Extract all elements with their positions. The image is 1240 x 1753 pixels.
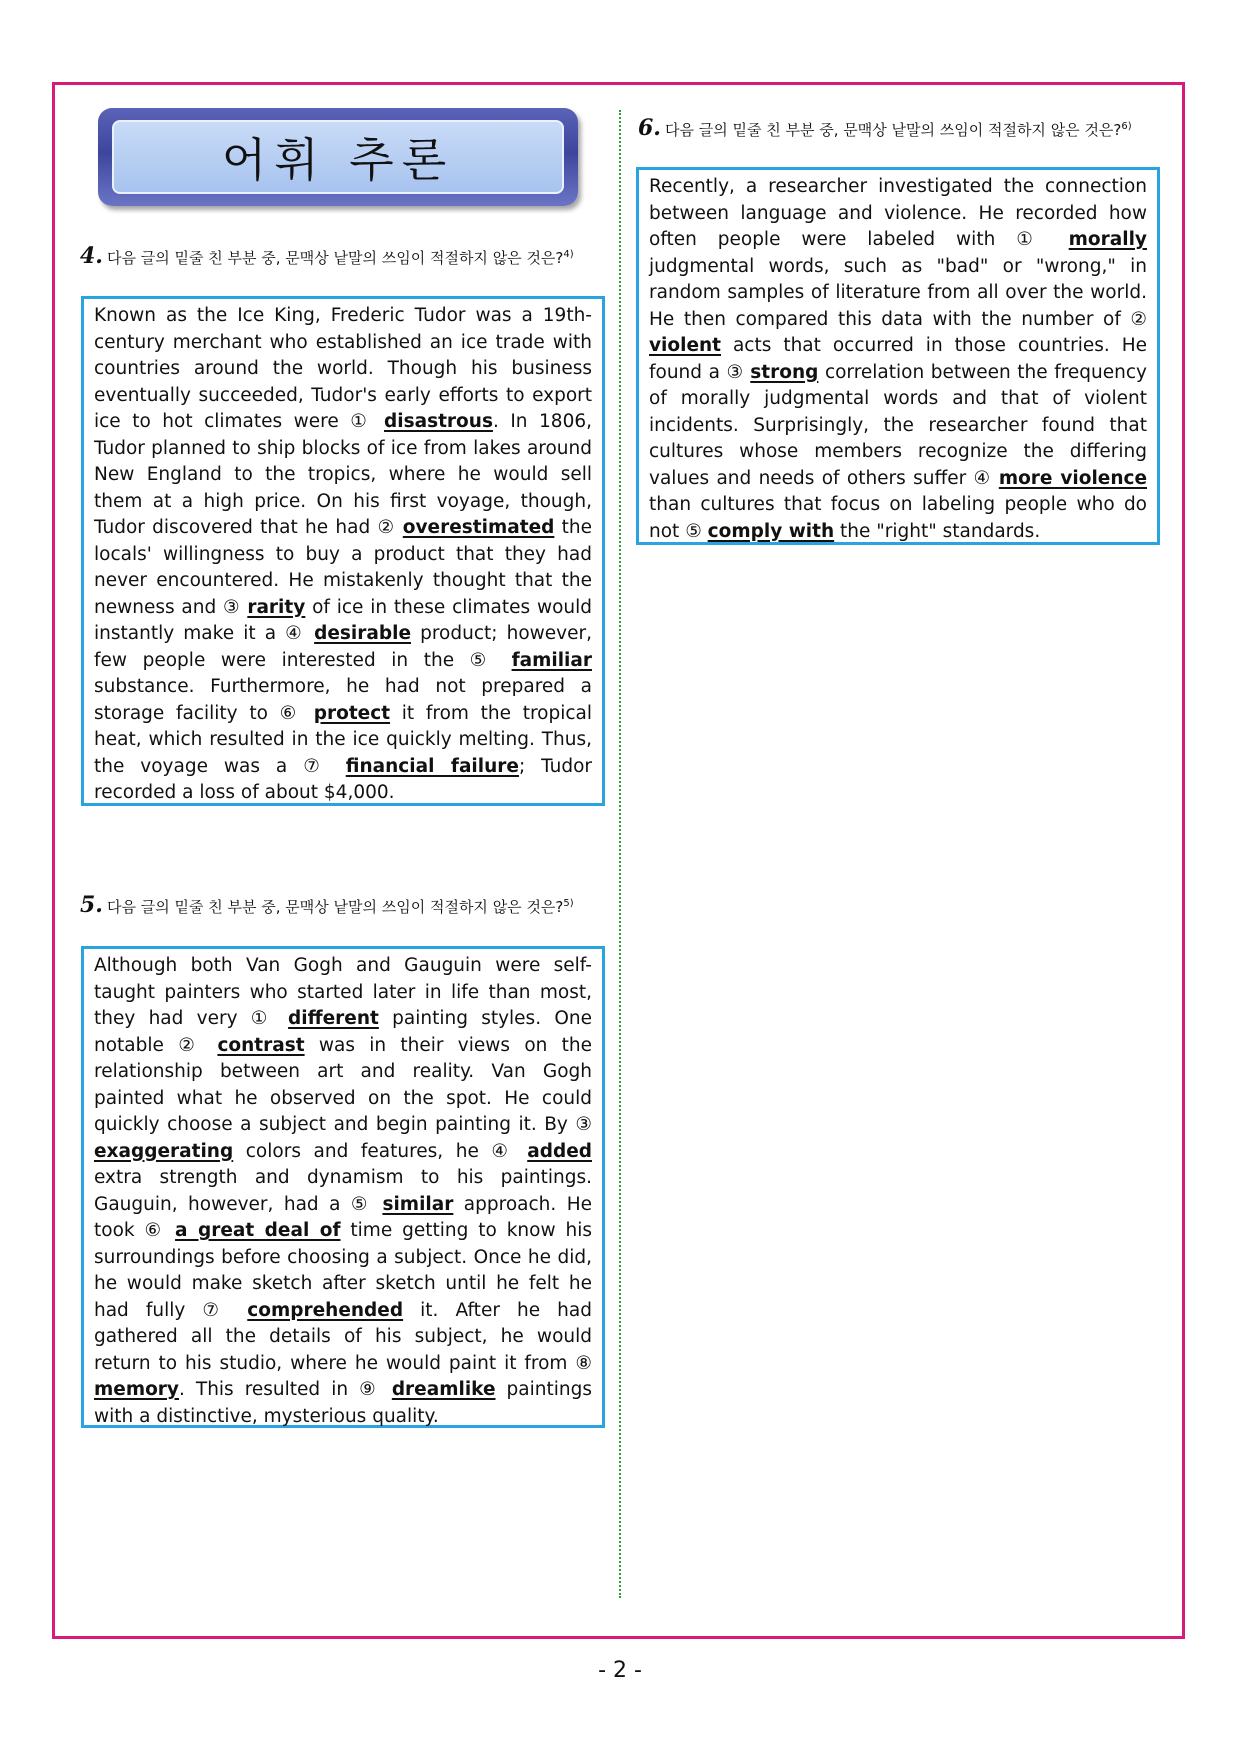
underlined-choice: rarity <box>247 596 306 618</box>
choice-marker: ⑤ <box>350 1193 383 1215</box>
passage-text: substance. Furthermore, he had not prepared a storage facility to <box>94 676 592 724</box>
underlined-choice: overestimated <box>402 517 555 538</box>
underlined-choice: added <box>527 1140 592 1162</box>
choice-marker: ① <box>1016 229 1069 250</box>
question-6-prompt <box>638 116 1160 141</box>
underlined-choice: comprehended <box>247 1299 404 1321</box>
page-number: - 2 - <box>598 1658 642 1683</box>
underlined-choice: desirable <box>314 623 411 644</box>
choice-marker: ③ <box>726 361 751 383</box>
question-text: 다음 글의 밑줄 친 부분 중, 문맥상 낱말의 쓰임이 적절하지 않은 것은? <box>106 249 564 267</box>
question-6-passage <box>636 167 1160 545</box>
question-number: 6. <box>638 115 661 141</box>
question-footnote: 6) <box>1121 121 1132 132</box>
section-title-banner <box>98 108 578 206</box>
underlined-choice: exaggerating <box>94 1140 234 1162</box>
underlined-choice: financial failure <box>345 755 519 777</box>
choice-marker: ⑤ <box>685 520 708 542</box>
choice-marker: ③ <box>575 1114 592 1135</box>
underlined-choice: similar <box>382 1193 454 1215</box>
column-divider <box>619 110 621 1598</box>
passage-text: the locals' willingness to buy a product that they had never encountered. He mistakenly thought that the newness and <box>94 517 593 618</box>
underlined-choice: disastrous <box>384 411 493 432</box>
question-4-passage <box>81 296 605 806</box>
choice-marker: ② <box>377 517 403 538</box>
underlined-choice: morally <box>1068 229 1147 250</box>
passage-text: ; Tudor recorded a loss of about $4,000. <box>94 755 593 803</box>
passage-text: of ice in these climates would instantly make it a <box>94 596 593 644</box>
question-text: 다음 글의 밑줄 친 부분 중, 문맥상 낱말의 쓰임이 적절하지 않은 것은? <box>106 898 564 916</box>
question-4-prompt <box>80 244 605 269</box>
underlined-choice: memory <box>94 1379 179 1400</box>
choice-marker: ④ <box>285 623 315 644</box>
choice-marker: ⑥ <box>279 702 314 724</box>
underlined-choice: protect <box>313 702 391 724</box>
passage-text: paintings with a distinctive, mysterious quality. <box>94 1379 592 1427</box>
passage-text: Known as the Ice King, Frederic Tudor was a 19th-century merchant who established an ice trade with countries around the world. Though his business eventually succeeded, Tudor's early efforts to export ice to hot climates were <box>94 305 592 432</box>
underlined-choice: contrast <box>217 1034 305 1056</box>
choice-marker: ⑥ <box>144 1220 176 1241</box>
section-title-inner <box>112 120 564 194</box>
passage-text: judgmental words, such as "bad" or "wrong," in random samples of literature from all over the world. He then compared this data with the number of <box>649 255 1147 330</box>
choice-marker: ① <box>350 411 384 432</box>
passage-text: acts that occurred in those countries. He found a <box>649 335 1147 383</box>
passage-text: painting styles. One notable <box>94 1008 593 1056</box>
question-5-passage <box>81 946 605 1428</box>
choice-marker: ④ <box>491 1140 528 1162</box>
passage-text: approach. He took <box>94 1193 592 1241</box>
choice-marker: ⑦ <box>202 1299 248 1321</box>
question-number: 4. <box>80 243 103 269</box>
question-5-prompt <box>80 893 605 918</box>
question-footnote: 5) <box>563 898 574 909</box>
passage-text: time getting to know his surroundings before choosing a subject. Once he did, he would make sketch after sketch until he felt he had fully <box>94 1220 593 1321</box>
choice-marker: ② <box>178 1034 218 1056</box>
passage-text: product; however, few people were interested in the <box>94 623 592 671</box>
question-text: 다음 글의 밑줄 친 부분 중, 문맥상 낱말의 쓰임이 적절하지 않은 것은? <box>664 121 1122 139</box>
passage-text: Although both Van Gogh and Gauguin were self-taught painters who started later in life than most, they had very <box>94 955 592 1029</box>
underlined-choice: dreamlike <box>391 1379 496 1400</box>
choice-marker: ③ <box>223 596 248 618</box>
passage-text: correlation between the frequency of morally judgmental words and that of violent incidents. Surprisingly, the researcher found that cultures whose members recognize the differing values and needs of others suffer <box>649 361 1148 489</box>
section-title: 어휘 추론 <box>221 133 455 187</box>
choice-marker: ⑤ <box>469 649 512 671</box>
passage-text: than cultures that focus on labeling people who do not <box>649 494 1147 542</box>
choice-marker: ⑨ <box>359 1379 392 1400</box>
choice-marker: ⑧ <box>575 1352 592 1374</box>
choice-marker: ⑦ <box>303 755 346 777</box>
passage-text: the "right" standards. <box>834 520 1041 542</box>
underlined-choice: different <box>288 1008 379 1029</box>
passage-text: Recently, a researcher investigated the connection between language and violence. He recorded how often people were labeled with <box>649 176 1147 250</box>
passage-text: was in their views on the relationship between art and reality. Van Gogh painted what he observed on the spot. He could quickly choose a subject and begin painting it. By <box>94 1034 592 1135</box>
underlined-choice: violent <box>649 335 722 356</box>
underlined-choice: familiar <box>511 649 593 671</box>
passage-text: . In 1806, Tudor planned to ship blocks of ice from lakes around New England to the tropics, where he would sell them at a high price. On his first voyage, though, Tudor discovered that he had <box>94 411 592 538</box>
passage-text: extra strength and dynamism to his paintings. Gauguin, however, had a <box>94 1167 592 1215</box>
passage-text: it from the tropical heat, which resulted in the ice quickly melting. Thus, the voyage was a <box>94 702 592 777</box>
choice-marker: ④ <box>973 467 999 489</box>
passage-text: colors and features, he <box>233 1140 492 1162</box>
underlined-choice: a great deal of <box>175 1220 341 1241</box>
underlined-choice: comply with <box>707 520 835 542</box>
question-number: 5. <box>80 892 103 918</box>
underlined-choice: more violence <box>998 467 1148 489</box>
question-footnote: 4) <box>563 249 574 260</box>
passage-text: . This resulted in <box>179 1379 360 1400</box>
choice-marker: ① <box>250 1008 289 1029</box>
underlined-choice: strong <box>750 361 819 383</box>
passage-text: it. After he had gathered all the details of his subject, he would return to his studio, where he would paint it from <box>94 1299 592 1374</box>
choice-marker: ② <box>1130 308 1147 330</box>
